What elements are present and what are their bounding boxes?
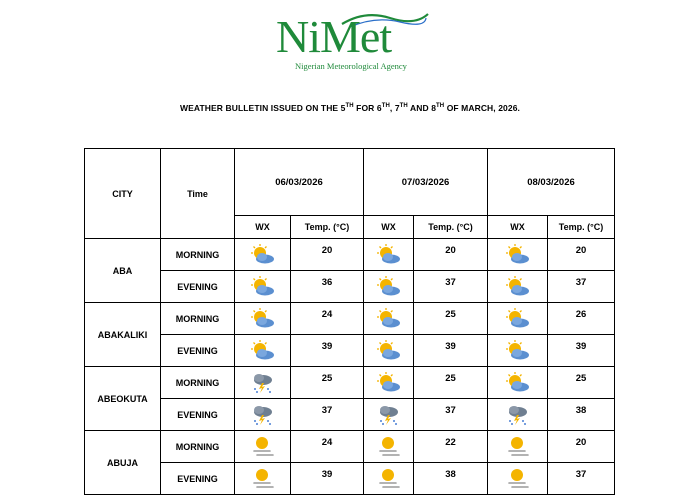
city-name: ABA [85,239,161,303]
wx-cell [488,239,548,271]
table-row [85,335,615,367]
temperature-value: 22 [414,431,488,463]
nimet-logo [270,8,430,72]
sunny-haze-icon [250,436,276,458]
temperature-value: 37 [414,271,488,303]
logo-subtitle: Nigerian Meteorological Agency [295,61,407,71]
temperature-value: 38 [414,463,488,495]
wx-cell [488,335,548,367]
wx-cell [364,463,414,495]
partly-cloudy-icon [376,340,402,362]
date-header: 07/03/2026 [364,149,488,216]
table-row [85,367,615,399]
time-header: Time [161,149,235,239]
wx-cell [235,303,291,335]
wx-cell [488,271,548,303]
temperature-value: 20 [548,431,615,463]
wx-cell [488,367,548,399]
wx-cell [364,367,414,399]
partly-cloudy-icon [250,340,276,362]
temperature-value: 37 [548,463,615,495]
temperature-value: 39 [291,463,364,495]
wx-header: WX [235,216,291,239]
temperature-value: 39 [414,335,488,367]
table-row [85,463,615,495]
partly-cloudy-icon [505,276,531,298]
temperature-value: 37 [414,399,488,431]
logo-wordmark: NiMet [276,11,392,62]
wx-cell [235,431,291,463]
temperature-value: 25 [414,303,488,335]
partly-cloudy-icon [376,276,402,298]
temperature-value: 26 [548,303,615,335]
temp-header: Temp. (°C) [548,216,615,239]
city-header: CITY [85,149,161,239]
wx-cell [488,303,548,335]
wx-cell [364,303,414,335]
time-of-day: MORNING [161,303,235,335]
partly-cloudy-icon [505,372,531,394]
temp-header: Temp. (°C) [414,216,488,239]
sunny-haze-icon [505,468,531,490]
sunny-haze-icon [250,468,276,490]
time-of-day: MORNING [161,431,235,463]
table-row [85,431,615,463]
temp-header: Temp. (°C) [291,216,364,239]
wx-cell [235,399,291,431]
thunderstorm-icon [250,404,276,426]
partly-cloudy-icon [376,244,402,266]
date-header: 06/03/2026 [235,149,364,216]
temperature-value: 20 [291,239,364,271]
table-row [85,303,615,335]
wx-cell [364,271,414,303]
time-of-day: MORNING [161,239,235,271]
sunny-haze-icon [376,436,402,458]
wx-cell [364,431,414,463]
thunderstorm-icon [505,404,531,426]
temperature-value: 20 [414,239,488,271]
temperature-value: 37 [291,399,364,431]
time-of-day: EVENING [161,463,235,495]
temperature-value: 25 [414,367,488,399]
wx-cell [364,335,414,367]
temperature-value: 39 [291,335,364,367]
thunderstorm-icon [250,372,276,394]
wx-cell [488,431,548,463]
sunny-haze-icon [376,468,402,490]
table-row [85,271,615,303]
temperature-value: 36 [291,271,364,303]
wx-header: WX [364,216,414,239]
time-of-day: EVENING [161,399,235,431]
temperature-value: 39 [548,335,615,367]
wx-header: WX [488,216,548,239]
temperature-value: 24 [291,303,364,335]
wx-cell [488,463,548,495]
partly-cloudy-icon [376,372,402,394]
temperature-value: 24 [291,431,364,463]
temperature-value: 37 [548,271,615,303]
temperature-value: 20 [548,239,615,271]
wx-cell [488,399,548,431]
sunny-haze-icon [505,436,531,458]
city-name: ABAKALIKI [85,303,161,367]
bulletin-title: WEATHER BULLETIN ISSUED ON THE 5TH FOR 6TH, 7TH AND 8TH OF MARCH, 2026. [180,103,520,113]
temperature-value: 38 [548,399,615,431]
table-row [85,399,615,431]
time-of-day: EVENING [161,271,235,303]
thunderstorm-icon [376,404,402,426]
partly-cloudy-icon [250,276,276,298]
wx-cell [235,367,291,399]
weather-table [84,148,615,495]
partly-cloudy-icon [250,308,276,330]
table-row [85,239,615,271]
partly-cloudy-icon [376,308,402,330]
partly-cloudy-icon [505,244,531,266]
date-header: 08/03/2026 [488,149,615,216]
wx-cell [364,399,414,431]
wx-cell [235,271,291,303]
time-of-day: EVENING [161,335,235,367]
temperature-value: 25 [291,367,364,399]
time-of-day: MORNING [161,367,235,399]
partly-cloudy-icon [505,308,531,330]
partly-cloudy-icon [250,244,276,266]
wx-cell [235,463,291,495]
wx-cell [235,335,291,367]
wx-cell [235,239,291,271]
wx-cell [364,239,414,271]
temperature-value: 25 [548,367,615,399]
city-name: ABUJA [85,431,161,495]
city-name: ABEOKUTA [85,367,161,431]
partly-cloudy-icon [505,340,531,362]
